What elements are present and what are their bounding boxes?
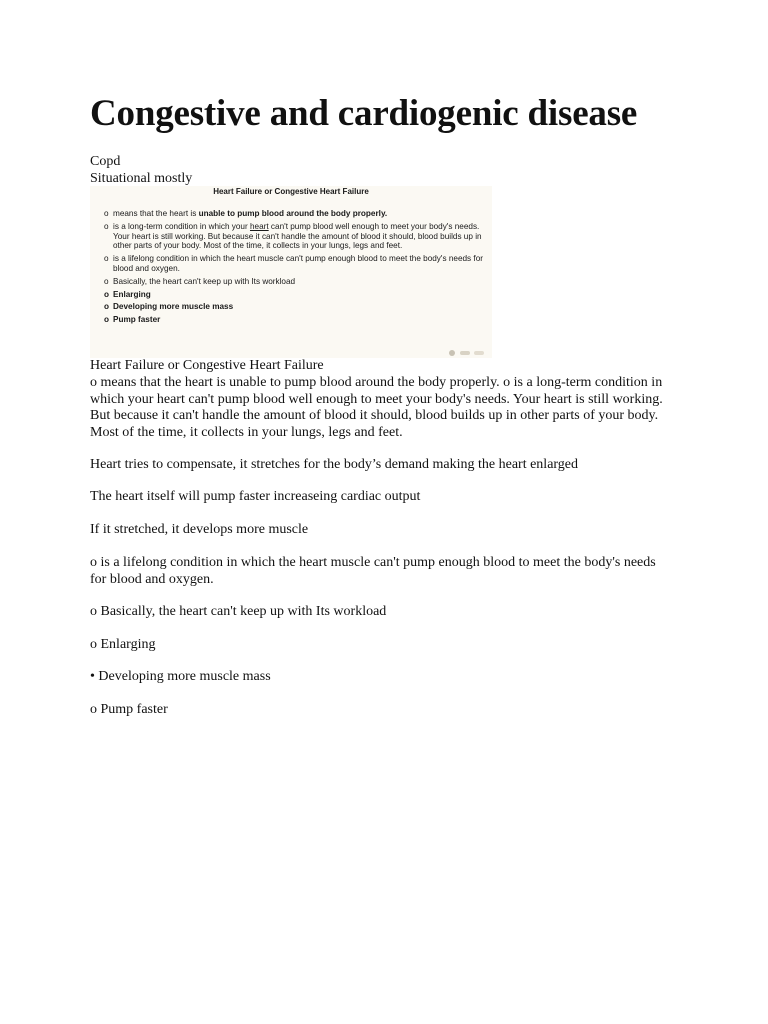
item-text: Enlarging [113, 289, 151, 299]
bullet-marker: o [104, 289, 110, 299]
screenshot-list-item [104, 254, 489, 274]
screenshot-list-item [104, 222, 489, 251]
body-paragraph: Heart tries to compensate, it stretches for the body’s demand making the heart enlarged [90, 457, 579, 472]
image-caption: Heart Failure or Congestive Heart Failure [90, 358, 324, 373]
screenshot-list-item [104, 290, 489, 300]
screenshot-title: Heart Failure or Congestive Heart Failure [213, 187, 369, 196]
bullet-marker: o [104, 254, 109, 264]
bullet-marker: o [104, 276, 109, 286]
body-paragraph: The heart itself will pump faster increaseing cardiac output [90, 489, 421, 504]
intro-line: Situational mostly [90, 171, 193, 186]
item-link-text: heart [249, 221, 269, 231]
item-text: Basically, the heart can't keep up with Its workload [113, 276, 296, 286]
body-paragraph: o Basically, the heart can't keep up with Its workload [90, 604, 387, 619]
bullet-marker: o [104, 302, 110, 312]
body-paragraph: o means that the heart is unable to pump blood around the body properly. o is a long-term condition in which your heart can't pump blood well enough to meet your body's needs. Your heart is still working. But because it can't handle the amount of blood it should, blood builds up in other parts of your body. Most of the time, it collects in your lungs, legs and feet. [90, 375, 663, 440]
bullet-marker: o [104, 209, 109, 218]
item-text: Developing more muscle mass [113, 302, 234, 312]
item-text: is a lifelong condition in which the heart muscle can't pump enough blood to meet the body's needs for blood and oxygen. [113, 254, 483, 273]
item-text: Pump faster [113, 315, 161, 325]
body-paragraph: • Developing more muscle mass [90, 669, 271, 684]
screenshot-list-item [104, 277, 489, 287]
body-paragraph: o is a lifelong condition in which the heart muscle can't pump enough blood to meet the body's needs for blood and oxygen. [90, 555, 656, 587]
item-text: is a long-term condition in which your [113, 221, 250, 231]
screenshot-list-item [104, 315, 489, 325]
body-paragraph: o Enlarging [90, 637, 156, 652]
item-text: can't pump blood well enough to meet your body's needs. Your heart is still working. But because it can't handle the amount of blood it should, blood builds up in other parts of your body. Most of the time, it collects in your lungs, legs and feet. [113, 221, 482, 251]
screenshot-list-item [104, 209, 489, 219]
screenshot-list-item [104, 302, 489, 312]
intro-line: Copd [90, 154, 121, 169]
watermark-icon [446, 349, 486, 357]
body-paragraph: o Pump faster [90, 702, 168, 717]
item-text: means that the heart is [113, 209, 199, 218]
screenshot-list [104, 209, 489, 328]
body-paragraph: If it stretched, it develops more muscle [90, 522, 309, 537]
item-bold-text: unable to pump blood around the body properly. [198, 209, 388, 218]
page-title: Congestive and cardiogenic disease [90, 93, 638, 134]
bullet-marker: o [104, 315, 110, 325]
embedded-screenshot [90, 186, 492, 358]
bullet-marker: o [104, 221, 109, 231]
